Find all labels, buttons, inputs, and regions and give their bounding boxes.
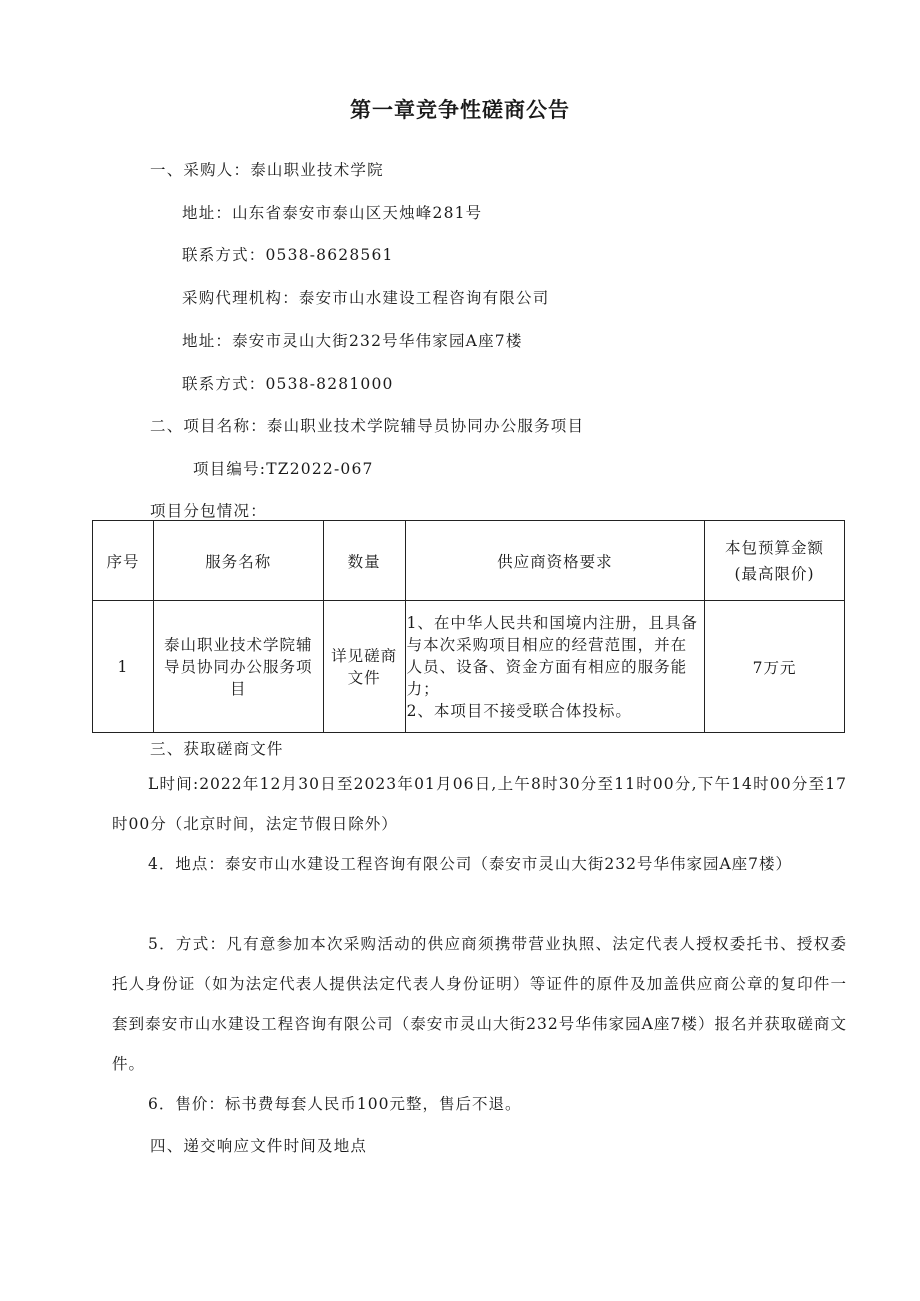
requirement-1: 1、在中华人民共和国境内注册，且具备与本次采购项目相应的经营范围，并在人员、设备、资金方面有相应的服务能力； [406,613,698,698]
purchaser-address: 地址：山东省泰安市泰山区天烛峰281号 [182,204,483,222]
project-heading: 二、项目名称：泰山职业技术学院辅导员协同办公服务项目 [150,417,585,435]
package-table [92,520,845,733]
purchaser-heading: 一、采购人：泰山职业技术学院 [150,161,384,179]
header-requirements: 供应商资格要求 [405,521,705,601]
agency-address: 地址：泰安市灵山大街232号华伟家园A座7楼 [182,332,523,350]
cell-quantity: 详见磋商文件 [323,601,405,733]
header-service-name: 服务名称 [153,521,323,601]
table-header-row [93,521,845,601]
project-number: 项目编号:TZ2022-067 [193,460,374,478]
requirement-2: 2、本项目不接受联合体投标。 [406,701,632,720]
obtain-price: 6．售价：标书费每套人民币100元整，售后不退。 [148,1095,522,1113]
header-budget: 本包预算金额 (最高限价) [705,521,845,601]
header-quantity: 数量 [323,521,405,601]
cell-service-name: 泰山职业技术学院辅导员协同办公服务项目 [153,601,323,733]
table-row [93,601,845,733]
header-no: 序号 [93,521,154,601]
packages-label: 项目分包情况： [150,502,267,520]
cell-requirements [405,601,705,733]
page-title: 第一章竞争性磋商公告 [350,98,570,122]
submit-heading: 四、递交响应文件时间及地点 [150,1137,368,1155]
obtain-heading: 三、获取磋商文件 [150,740,284,758]
obtain-time: L时间:2022年12月30日至2023年01月06日,上午8时30分至11时00分,下午14时00分至17时00分（北京时间，法定节假日除外） [112,775,847,833]
purchaser-contact: 联系方式：0538-8628561 [182,246,394,264]
agency-name: 采购代理机构：泰安市山水建设工程咨询有限公司 [182,289,550,307]
obtain-method: 5．方式：凡有意参加本次采购活动的供应商须携带营业执照、法定代表人授权委托书、授权委托人身份证（如为法定代表人提供法定代表人身份证明）等证件的原件及加盖供应商公章的复印件一套到泰安市山水建设工程咨询有限公司（泰安市灵山大街232号华伟家园A座7楼）报名并获取磋商文件。 [112,935,847,1073]
agency-contact: 联系方式：0538-8281000 [182,375,394,393]
cell-budget: 7万元 [705,601,845,733]
obtain-place: 4．地点：泰安市山水建设工程咨询有限公司（泰安市灵山大街232号华伟家园A座7楼） [148,855,793,873]
cell-no: 1 [93,601,154,733]
